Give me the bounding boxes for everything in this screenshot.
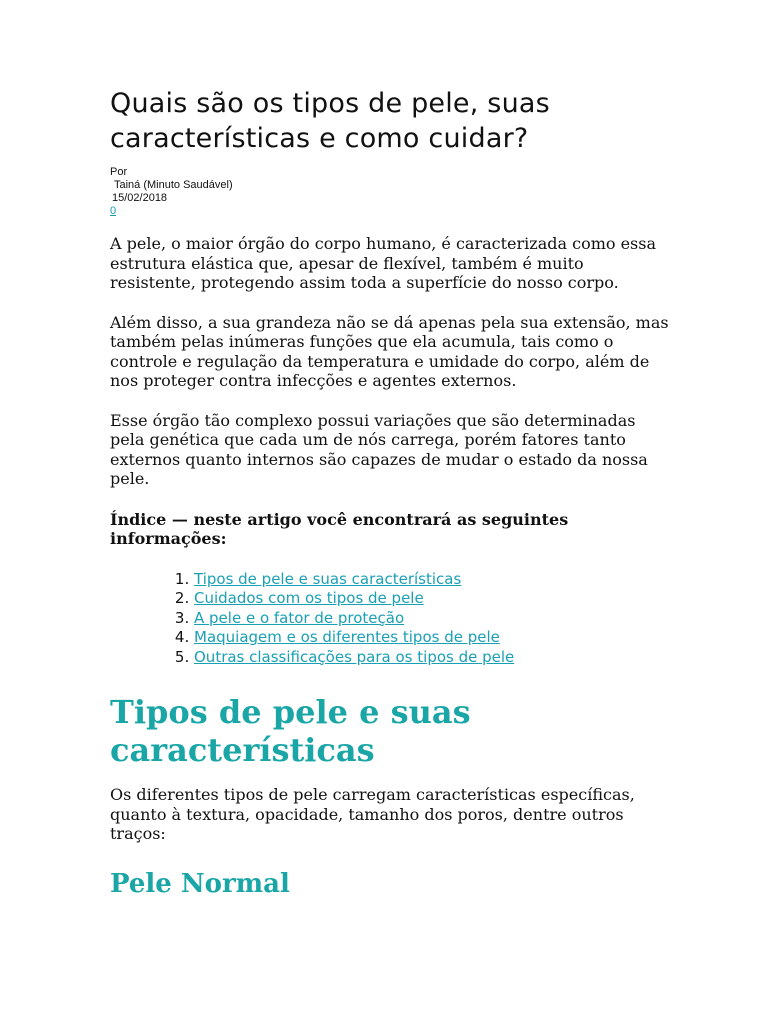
toc-item <box>194 609 670 629</box>
index-heading: Índice — neste artigo você encontrará as seguintes informações: <box>110 509 569 548</box>
intro-paragraph-3: Esse órgão tão complexo possui variações que são determinadas pela genética que cada um de nós carrega, porém fatores tanto externos quanto internos são capazes de mudar o estado da nossa pele. <box>110 410 648 488</box>
publish-date: 15/02/2018 <box>112 192 168 204</box>
toc-item <box>194 648 670 668</box>
toc-link-tipos-de-pele[interactable]: Tipos de pele e suas características <box>194 569 462 588</box>
author-name[interactable]: Tainá (Minuto Saudável) <box>114 179 233 191</box>
table-of-contents <box>110 570 670 668</box>
toc-link-cuidados[interactable]: Cuidados com os tipos de pele <box>194 589 424 607</box>
toc-item <box>194 628 670 648</box>
toc-link-outras-classificacoes[interactable]: Outras classificações para os tipos de pele <box>194 647 515 666</box>
by-label: Por <box>110 166 128 178</box>
toc-link-maquiagem[interactable]: Maquiagem e os diferentes tipos de pele <box>194 628 500 646</box>
toc-item <box>194 570 670 590</box>
toc-link-fator-protecao[interactable]: A pele e o fator de proteção <box>194 608 405 627</box>
intro-paragraph-2: Além disso, a sua grandeza não se dá apenas pela sua extensão, mas também pelas inúmeras funções que ela acumula, tais como o controle e regulação da temperatura e umidade do corpo, além de nos proteger contra infecções e agentes externos. <box>110 312 669 390</box>
article-meta <box>110 166 670 218</box>
subsection-heading-pele-normal: Pele Normal <box>110 868 290 899</box>
article <box>110 86 670 900</box>
comments-count-link[interactable]: 0 <box>110 205 117 217</box>
section-paragraph: Os diferentes tipos de pele carregam características específicas, quanto à textura, opacidade, tamanho dos poros, dentre outros traços: <box>110 785 635 843</box>
intro-paragraph-1: A pele, o maior órgão do corpo humano, é caracterizada como essa estrutura elástica que, apesar de flexível, também é muito resistente, protegendo assim toda a superfície do nosso corpo. <box>110 234 657 292</box>
toc-item <box>194 589 670 609</box>
article-title: Quais são os tipos de pele, suas características e como cuidar? <box>110 88 550 154</box>
section-heading-tipos-de-pele: Tipos de pele e suas características <box>110 693 471 769</box>
